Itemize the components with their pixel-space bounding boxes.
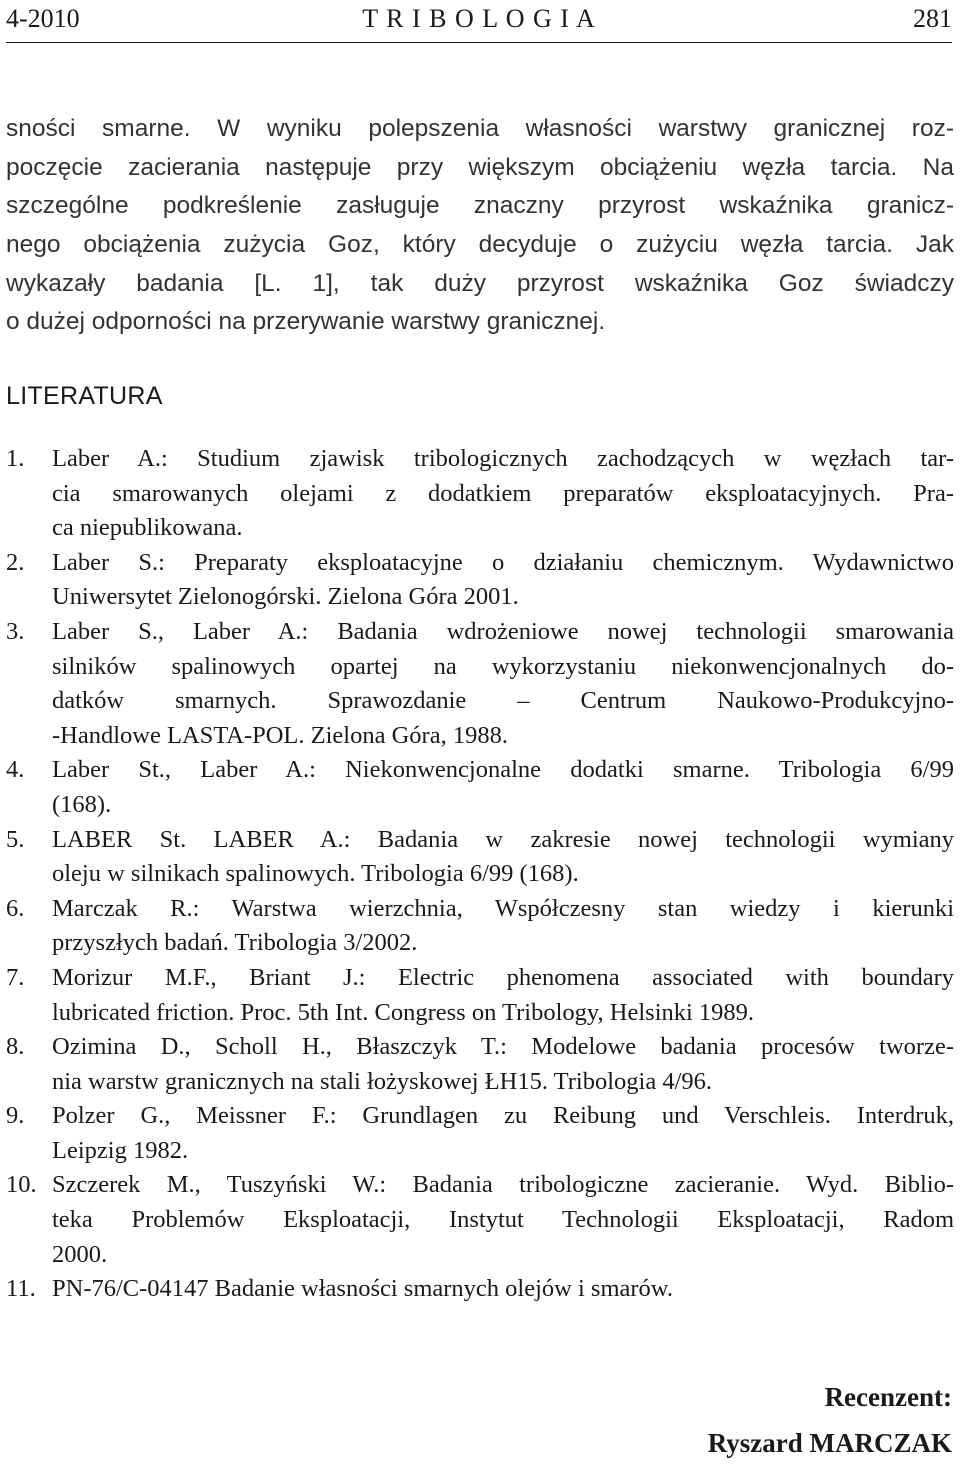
reference-line: Szczerek M., Tuszyński W.: Badania tribologiczne zacieranie. Wyd. Biblio- [52, 1171, 954, 1199]
reference-number: 8. [6, 1033, 25, 1061]
reference-number: 4. [6, 756, 25, 784]
body-line: szczególne podkreślenie zasługuje znaczny przyrost wskaźnika granicz- [6, 192, 954, 220]
reference-line: Marczak R.: Warstwa wierzchnia, Współczesny stan wiedzy i kierunki [52, 894, 954, 922]
reference-item [6, 823, 954, 892]
body-line: o dużej odporności na przerywanie warstwy granicznej. [6, 308, 606, 336]
reference-line: teka Problemów Eksploatacji, Instytut Technologii Eksploatacji, Radom [52, 1206, 954, 1234]
journal-title: T R I B O L O G I A [362, 4, 596, 33]
reference-line: nia warstw granicznych na stali łożyskowej ŁH15. Tribologia 4/96. [52, 1067, 713, 1095]
reference-number: 7. [6, 963, 25, 991]
reference-item [6, 1030, 954, 1099]
reference-line: datków smarnych. Sprawozdanie – Centrum Naukowo-Produkcyjno- [52, 687, 954, 715]
reference-line: lubricated friction. Proc. 5th Int. Congress on Tribology, Helsinki 1989. [52, 998, 755, 1026]
reference-number: 3. [6, 617, 25, 645]
reference-line: Laber St., Laber A.: Niekonwencjonalne dodatki smarne. Tribologia 6/99 [52, 756, 954, 784]
body-paragraph [6, 110, 954, 342]
reference-item [6, 615, 954, 753]
reference-number: 9. [6, 1102, 25, 1130]
reference-line: silników spalinowych opartej na wykorzystaniu niekonwencjonalnych do- [52, 652, 954, 680]
reference-line: Laber S.: Preparaty eksploatacyjne o działaniu chemicznym. Wydawnictwo [52, 548, 954, 576]
reference-item [6, 1099, 954, 1168]
reference-item [6, 1168, 954, 1272]
issue-label: 4-2010 [6, 4, 80, 33]
reviewer-name: Ryszard MARCZAK [707, 1428, 952, 1458]
reference-item [6, 442, 954, 546]
reviewer-label: Recenzent: [824, 1382, 952, 1412]
reference-line: LABER St. LABER A.: Badania w zakresie nowej technologii wymiany [52, 825, 954, 853]
reference-line: PN-76/C-04147 Badanie własności smarnych olejów i smarów. [52, 1275, 674, 1303]
reference-line: 2000. [52, 1240, 108, 1268]
reference-line: Laber A.: Studium zjawisk tribologicznych zachodzących w węzłach tar- [52, 445, 954, 472]
reference-item [6, 961, 954, 1030]
reference-item [6, 753, 954, 822]
reference-number: 1. [6, 445, 25, 472]
reference-line: -Handlowe LASTA-POL. Zielona Góra, 1988. [52, 721, 508, 749]
reference-line: oleju w silnikach spalinowych. Tribologia 6/99 (168). [52, 860, 579, 888]
reference-number: 11. [6, 1275, 36, 1303]
reference-line: Laber S., Laber A.: Badania wdrożeniowe nowej technologii smarowania [52, 617, 954, 645]
page-header [6, 0, 952, 38]
reference-number: 10. [6, 1171, 37, 1199]
reference-list [6, 442, 954, 1307]
reference-line: Ozimina D., Scholl H., Błaszczyk T.: Modelowe badania procesów tworze- [52, 1033, 954, 1061]
section-title: LITERATURA [6, 382, 163, 410]
reference-item [6, 546, 954, 615]
reference-line: Leipzig 1982. [52, 1136, 189, 1164]
body-line: nego obciążenia zużycia Goz, który decyduje o zużyciu węzła tarcia. Jak [6, 231, 954, 259]
reference-line: ca niepublikowana. [52, 514, 243, 542]
page-number: 281 [913, 4, 952, 33]
reference-line: (168). [52, 790, 112, 818]
body-line: poczęcie zacierania następuje przy większym obciążeniu węzła tarcia. Na [6, 153, 954, 181]
reference-line: Polzer G., Meissner F.: Grundlagen zu Reibung und Verschleis. Interdruk, [52, 1102, 954, 1130]
reference-item [6, 892, 954, 961]
reference-line: Uniwersytet Zielonogórski. Zielona Góra 2001. [52, 583, 519, 611]
reference-item [6, 1272, 954, 1307]
reference-number: 6. [6, 894, 25, 922]
reference-number: 5. [6, 825, 25, 853]
reference-line: przyszłych badań. Tribologia 3/2002. [52, 929, 418, 957]
reference-line: cia smarowanych olejami z dodatkiem preparatów eksploatacyjnych. Pra- [52, 479, 954, 507]
body-line: wykazały badania [L. 1], tak duży przyrost wskaźnika Goz świadczy [6, 269, 954, 297]
header-rule [6, 42, 952, 43]
body-line: sności smarne. W wyniku polepszenia własności warstwy granicznej roz- [6, 115, 954, 142]
reference-number: 2. [6, 548, 25, 576]
reference-line: Morizur M.F., Briant J.: Electric phenomena associated with boundary [52, 963, 954, 991]
